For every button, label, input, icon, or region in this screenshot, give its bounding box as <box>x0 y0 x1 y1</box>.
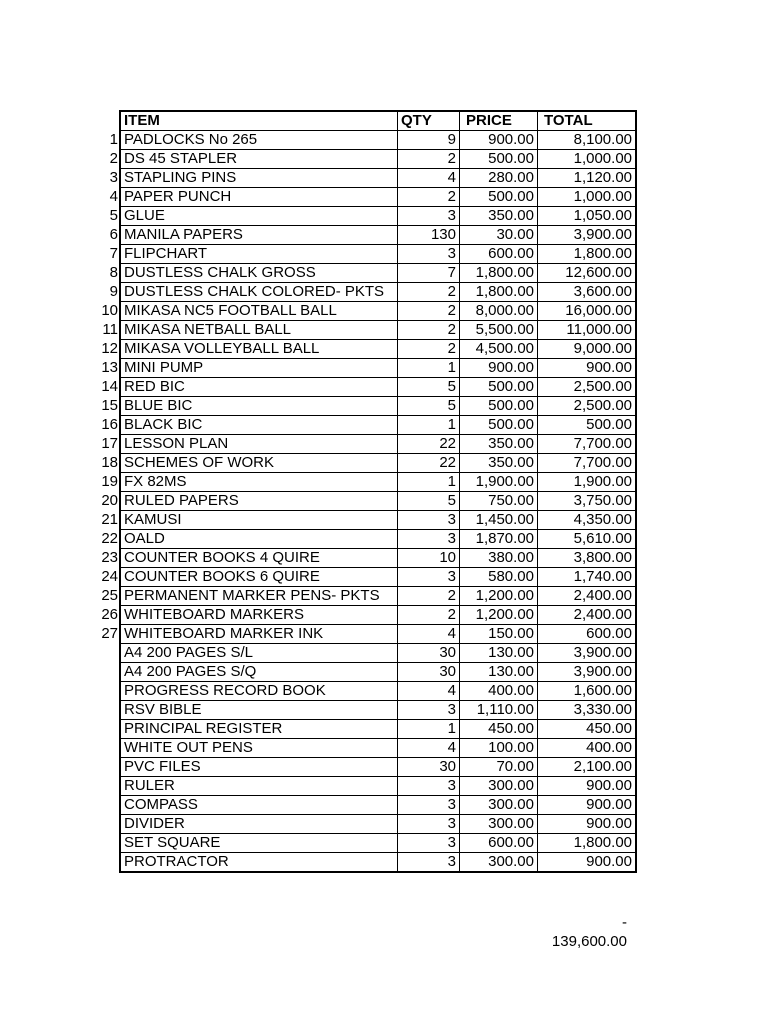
item-cell: STAPLING PINS <box>120 169 398 188</box>
item-cell: PROTRACTOR <box>120 853 398 873</box>
total-cell: 900.00 <box>538 359 637 378</box>
qty-cell: 3 <box>398 701 460 720</box>
table-row <box>96 777 636 796</box>
price-cell: 130.00 <box>460 644 538 663</box>
table-row <box>96 758 636 777</box>
qty-cell: 3 <box>398 511 460 530</box>
qty-cell: 2 <box>398 587 460 606</box>
row-number: 20 <box>101 492 118 509</box>
total-cell: 7,700.00 <box>538 435 637 454</box>
item-cell: A4 200 PAGES S/L <box>120 644 398 663</box>
row-number: 17 <box>101 435 118 452</box>
row-number <box>96 644 120 663</box>
header-price: PRICE <box>460 111 538 131</box>
qty-cell: 2 <box>398 188 460 207</box>
row-number <box>96 739 120 758</box>
item-cell: PROGRESS RECORD BOOK <box>120 682 398 701</box>
item-cell: MINI PUMP <box>120 359 398 378</box>
price-cell: 300.00 <box>460 853 538 873</box>
item-cell: BLACK BIC <box>120 416 398 435</box>
table-row <box>96 739 636 758</box>
price-cell: 500.00 <box>460 378 538 397</box>
total-cell: 3,800.00 <box>538 549 637 568</box>
item-cell: MANILA PAPERS <box>120 226 398 245</box>
item-cell: WHITE OUT PENS <box>120 739 398 758</box>
total-cell: 600.00 <box>538 625 637 644</box>
total-cell: 3,750.00 <box>538 492 637 511</box>
item-cell: WHITEBOARD MARKER INK <box>120 625 398 644</box>
qty-cell: 2 <box>398 321 460 340</box>
price-cell: 5,500.00 <box>460 321 538 340</box>
row-number <box>96 777 120 796</box>
total-cell: 3,330.00 <box>538 701 637 720</box>
row-number: 1 <box>109 131 118 148</box>
qty-cell: 22 <box>398 435 460 454</box>
row-number: 21 <box>101 511 118 528</box>
row-number: 13 <box>101 359 118 376</box>
table-row <box>96 397 636 416</box>
total-cell: 1,800.00 <box>538 834 637 853</box>
inventory-sheet <box>96 110 637 873</box>
price-cell: 1,200.00 <box>460 587 538 606</box>
price-cell: 30.00 <box>460 226 538 245</box>
header-item: ITEM <box>120 111 398 131</box>
qty-cell: 2 <box>398 283 460 302</box>
qty-cell: 3 <box>398 834 460 853</box>
row-number <box>96 720 120 739</box>
price-cell: 500.00 <box>460 397 538 416</box>
price-cell: 900.00 <box>460 359 538 378</box>
total-cell: 9,000.00 <box>538 340 637 359</box>
qty-cell: 22 <box>398 454 460 473</box>
total-cell: 1,900.00 <box>538 473 637 492</box>
total-cell: 3,600.00 <box>538 283 637 302</box>
row-number: 9 <box>109 283 118 300</box>
table-row <box>96 682 636 701</box>
price-cell: 600.00 <box>460 245 538 264</box>
row-number: 23 <box>101 549 118 566</box>
qty-cell: 2 <box>398 606 460 625</box>
price-cell: 1,800.00 <box>460 264 538 283</box>
table-row <box>96 378 636 397</box>
table-row <box>96 511 636 530</box>
table-row <box>96 568 636 587</box>
price-cell: 400.00 <box>460 682 538 701</box>
table-row <box>96 131 636 150</box>
total-cell: 8,100.00 <box>538 131 637 150</box>
price-cell: 1,870.00 <box>460 530 538 549</box>
row-number: 15 <box>101 397 118 414</box>
row-number: 4 <box>109 188 118 205</box>
total-cell: 1,120.00 <box>538 169 637 188</box>
row-number: 12 <box>101 340 118 357</box>
price-cell: 500.00 <box>460 416 538 435</box>
qty-cell: 3 <box>398 777 460 796</box>
table-row <box>96 150 636 169</box>
item-cell: RULER <box>120 777 398 796</box>
table-row <box>96 587 636 606</box>
total-cell: 12,600.00 <box>538 264 637 283</box>
table-row <box>96 796 636 815</box>
table-row <box>96 853 636 873</box>
price-cell: 900.00 <box>460 131 538 150</box>
price-cell: 8,000.00 <box>460 302 538 321</box>
qty-cell: 1 <box>398 359 460 378</box>
qty-cell: 5 <box>398 492 460 511</box>
price-cell: 1,800.00 <box>460 283 538 302</box>
price-cell: 580.00 <box>460 568 538 587</box>
table-row <box>96 226 636 245</box>
item-cell: BLUE BIC <box>120 397 398 416</box>
table-row <box>96 530 636 549</box>
row-number: 18 <box>101 454 118 471</box>
qty-cell: 3 <box>398 568 460 587</box>
total-cell: 3,900.00 <box>538 663 637 682</box>
total-cell: 1,050.00 <box>538 207 637 226</box>
row-number <box>96 682 120 701</box>
item-cell: COMPASS <box>120 796 398 815</box>
table-row <box>96 454 636 473</box>
row-number <box>96 834 120 853</box>
table-row <box>96 340 636 359</box>
table-row <box>96 416 636 435</box>
price-cell: 450.00 <box>460 720 538 739</box>
qty-cell: 7 <box>398 264 460 283</box>
qty-cell: 9 <box>398 131 460 150</box>
table-row <box>96 492 636 511</box>
price-cell: 100.00 <box>460 739 538 758</box>
total-cell: 2,400.00 <box>538 587 637 606</box>
qty-cell: 30 <box>398 663 460 682</box>
row-number: 10 <box>101 302 118 319</box>
row-number <box>96 853 120 873</box>
table-row <box>96 549 636 568</box>
item-cell: GLUE <box>120 207 398 226</box>
row-number: 6 <box>109 226 118 243</box>
total-cell: 16,000.00 <box>538 302 637 321</box>
table-row <box>96 359 636 378</box>
table-row <box>96 169 636 188</box>
total-cell: 3,900.00 <box>538 644 637 663</box>
row-number: 16 <box>101 416 118 433</box>
items-table <box>96 110 637 873</box>
price-cell: 300.00 <box>460 796 538 815</box>
item-cell: PRINCIPAL REGISTER <box>120 720 398 739</box>
row-number <box>96 758 120 777</box>
table-row <box>96 473 636 492</box>
price-cell: 130.00 <box>460 663 538 682</box>
total-cell: 500.00 <box>538 416 637 435</box>
item-cell: PVC FILES <box>120 758 398 777</box>
item-cell: RSV BIBLE <box>120 701 398 720</box>
item-cell: LESSON PLAN <box>120 435 398 454</box>
item-cell: SET SQUARE <box>120 834 398 853</box>
header-total: TOTAL <box>538 111 637 131</box>
price-cell: 150.00 <box>460 625 538 644</box>
qty-cell: 5 <box>398 378 460 397</box>
price-cell: 500.00 <box>460 150 538 169</box>
table-row <box>96 283 636 302</box>
item-cell: MIKASA NC5 FOOTBALL BALL <box>120 302 398 321</box>
total-cell: 900.00 <box>538 853 637 873</box>
row-number: 24 <box>101 568 118 585</box>
total-cell: 400.00 <box>538 739 637 758</box>
item-cell: OALD <box>120 530 398 549</box>
item-cell: KAMUSI <box>120 511 398 530</box>
item-cell: WHITEBOARD MARKERS <box>120 606 398 625</box>
row-number: 5 <box>109 207 118 224</box>
row-number: 19 <box>101 473 118 490</box>
price-cell: 280.00 <box>460 169 538 188</box>
header-qty: QTY <box>398 111 460 131</box>
total-cell: 4,350.00 <box>538 511 637 530</box>
qty-cell: 3 <box>398 530 460 549</box>
qty-cell: 4 <box>398 682 460 701</box>
total-cell: 900.00 <box>538 777 637 796</box>
total-cell: 2,400.00 <box>538 606 637 625</box>
item-cell: COUNTER BOOKS 6 QUIRE <box>120 568 398 587</box>
price-cell: 300.00 <box>460 815 538 834</box>
total-cell: 2,100.00 <box>538 758 637 777</box>
price-cell: 1,200.00 <box>460 606 538 625</box>
row-number <box>96 796 120 815</box>
table-row <box>96 321 636 340</box>
row-number: 26 <box>101 606 118 623</box>
total-cell: 900.00 <box>538 815 637 834</box>
row-number <box>96 815 120 834</box>
item-cell: MIKASA VOLLEYBALL BALL <box>120 340 398 359</box>
table-row <box>96 815 636 834</box>
price-cell: 380.00 <box>460 549 538 568</box>
total-cell: 11,000.00 <box>538 321 637 340</box>
total-cell: 1,740.00 <box>538 568 637 587</box>
total-cell: 1,000.00 <box>538 188 637 207</box>
total-cell: 2,500.00 <box>538 397 637 416</box>
table-row <box>96 302 636 321</box>
item-cell: DS 45 STAPLER <box>120 150 398 169</box>
table-row <box>96 663 636 682</box>
qty-cell: 10 <box>398 549 460 568</box>
total-cell: 900.00 <box>538 796 637 815</box>
qty-cell: 30 <box>398 644 460 663</box>
total-dash: - <box>622 914 627 931</box>
item-cell: DUSTLESS CHALK COLORED- PKTS <box>120 283 398 302</box>
qty-cell: 2 <box>398 150 460 169</box>
qty-cell: 3 <box>398 796 460 815</box>
row-number <box>96 663 120 682</box>
total-cell: 2,500.00 <box>538 378 637 397</box>
total-cell: 3,900.00 <box>538 226 637 245</box>
qty-cell: 1 <box>398 720 460 739</box>
row-number: 7 <box>109 245 118 262</box>
item-cell: COUNTER BOOKS 4 QUIRE <box>120 549 398 568</box>
row-number: 27 <box>101 625 118 642</box>
table-row <box>96 701 636 720</box>
item-cell: A4 200 PAGES S/Q <box>120 663 398 682</box>
price-cell: 750.00 <box>460 492 538 511</box>
qty-cell: 4 <box>398 739 460 758</box>
item-cell: DUSTLESS CHALK GROSS <box>120 264 398 283</box>
item-cell: RED BIC <box>120 378 398 397</box>
item-cell: FX 82MS <box>120 473 398 492</box>
price-cell: 4,500.00 <box>460 340 538 359</box>
qty-cell: 30 <box>398 758 460 777</box>
qty-cell: 130 <box>398 226 460 245</box>
qty-cell: 2 <box>398 302 460 321</box>
table-row <box>96 720 636 739</box>
price-cell: 300.00 <box>460 777 538 796</box>
table-row <box>96 188 636 207</box>
qty-cell: 3 <box>398 207 460 226</box>
table-row <box>96 644 636 663</box>
qty-cell: 3 <box>398 853 460 873</box>
item-cell: PADLOCKS No 265 <box>120 131 398 150</box>
qty-cell: 3 <box>398 815 460 834</box>
qty-cell: 4 <box>398 625 460 644</box>
price-cell: 1,110.00 <box>460 701 538 720</box>
price-cell: 1,450.00 <box>460 511 538 530</box>
qty-cell: 2 <box>398 340 460 359</box>
table-header-row <box>96 111 636 131</box>
qty-cell: 4 <box>398 169 460 188</box>
total-cell: 1,800.00 <box>538 245 637 264</box>
row-number: 25 <box>101 587 118 604</box>
table-row <box>96 625 636 644</box>
price-cell: 350.00 <box>460 435 538 454</box>
total-cell: 1,000.00 <box>538 150 637 169</box>
item-cell: SCHEMES OF WORK <box>120 454 398 473</box>
price-cell: 500.00 <box>460 188 538 207</box>
row-number <box>96 701 120 720</box>
item-cell: RULED PAPERS <box>120 492 398 511</box>
total-cell: 7,700.00 <box>538 454 637 473</box>
table-row <box>96 834 636 853</box>
row-number: 11 <box>102 321 118 338</box>
qty-cell: 1 <box>398 473 460 492</box>
item-cell: DIVIDER <box>120 815 398 834</box>
price-cell: 600.00 <box>460 834 538 853</box>
row-number: 14 <box>101 378 118 395</box>
item-cell: FLIPCHART <box>120 245 398 264</box>
item-cell: PAPER PUNCH <box>120 188 398 207</box>
qty-cell: 1 <box>398 416 460 435</box>
grand-total: 139,600.00 <box>551 933 627 950</box>
price-cell: 1,900.00 <box>460 473 538 492</box>
total-cell: 450.00 <box>538 720 637 739</box>
item-cell: PERMANENT MARKER PENS- PKTS <box>120 587 398 606</box>
table-row <box>96 207 636 226</box>
item-cell: MIKASA NETBALL BALL <box>120 321 398 340</box>
qty-cell: 5 <box>398 397 460 416</box>
row-number: 2 <box>109 150 118 167</box>
total-cell: 5,610.00 <box>538 530 637 549</box>
price-cell: 70.00 <box>460 758 538 777</box>
total-cell: 1,600.00 <box>538 682 637 701</box>
table-row <box>96 435 636 454</box>
table-row <box>96 245 636 264</box>
row-number: 3 <box>109 169 118 186</box>
table-row <box>96 264 636 283</box>
row-number: 8 <box>109 264 118 281</box>
price-cell: 350.00 <box>460 207 538 226</box>
row-number-header <box>96 111 120 131</box>
row-number: 22 <box>101 530 118 547</box>
qty-cell: 3 <box>398 245 460 264</box>
table-row <box>96 606 636 625</box>
price-cell: 350.00 <box>460 454 538 473</box>
